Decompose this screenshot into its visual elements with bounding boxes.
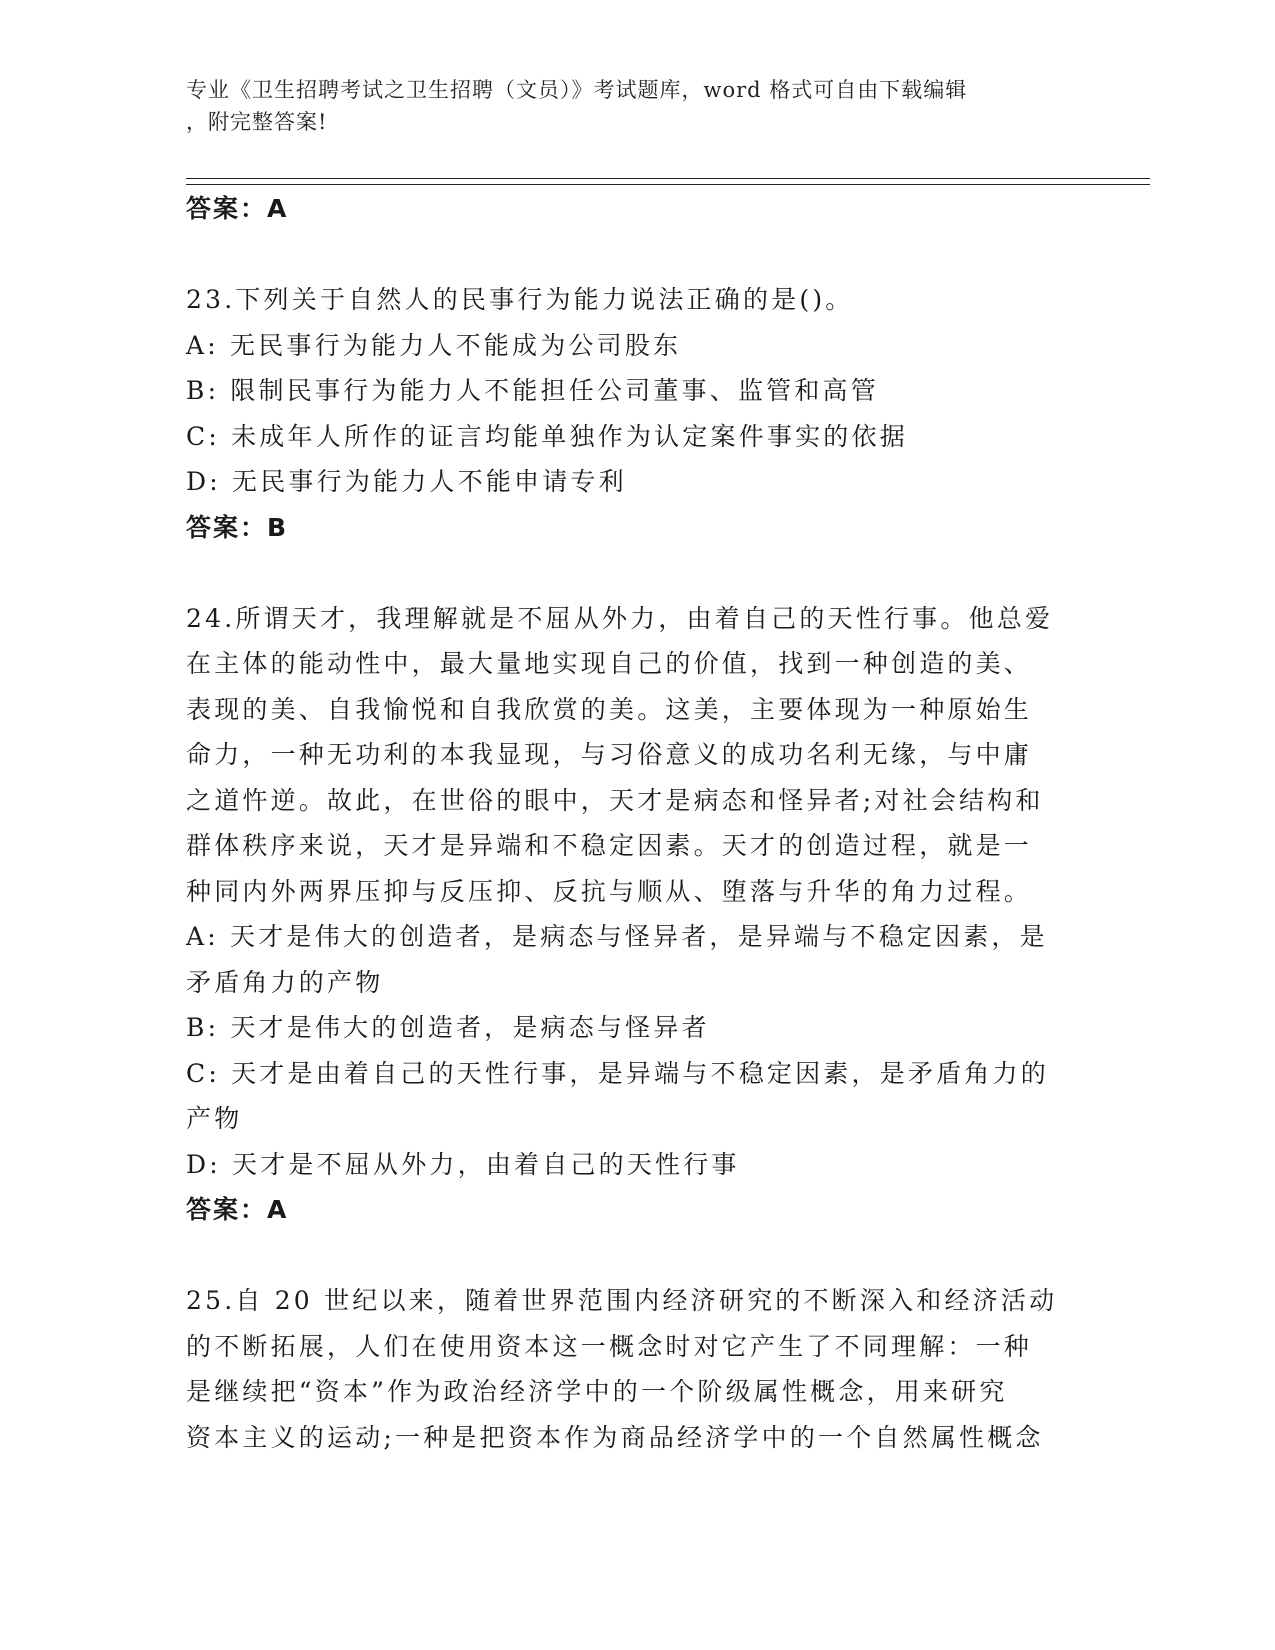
option-d: D: 天才是不屈从外力，由着自己的天性行事 [186,1149,740,1179]
question-stem-line: 在主体的能动性中，最大量地实现自己的价值，找到一种创造的美、 [186,649,1033,678]
question-stem-line: 25.自 20 世纪以来，随着世界范围内经济研究的不断深入和经济活动 [186,1286,1058,1315]
option-c: C: 未成年人所作的证言均能单独作为认定案件事实的依据 [186,421,908,451]
spacer [186,1233,1086,1279]
option-a: A: 无民事行为能力人不能成为公司股东 [186,330,682,360]
question-stem-line: 命力，一种无功利的本我显现，与习俗意义的成功名利无缘，与中庸 [186,740,1033,769]
question-stem-line: 群体秩序来说，天才是异端和不稳定因素。天才的创造过程，就是一 [186,831,1033,860]
question-stem-line: 资本主义的运动;一种是把资本作为商品经济学中的一个自然属性概念 [186,1422,1044,1452]
question-stem: 23.下列关于自然人的民事行为能力说法正确的是()。 [186,285,854,314]
spacer [186,550,1086,596]
exam-content [186,186,1086,1460]
question-stem-line: 表现的美、自我愉悦和自我欣赏的美。这美，主要体现为一种原始生 [186,694,1033,724]
header-divider-bottom [186,184,1150,185]
option-b: B: 天才是伟大的创造者，是病态与怪异者 [186,1013,710,1042]
answer-24: 答案：A [186,1195,289,1224]
option-d: D: 无民事行为能力人不能申请专利 [186,467,627,496]
option-b: B: 限制民事行为能力人不能担任公司董事、监管和高管 [186,376,879,405]
question-stem-line: 是继续把“资本”作为政治经济学中的一个阶级属性概念，用来研究 [186,1377,1008,1406]
page-header [186,74,1086,138]
question-25 [186,1278,1086,1460]
question-stem-line: 24.所谓天才，我理解就是不屈从外力，由着自己的天性行事。他总爱 [186,603,1054,633]
question-24 [186,596,1086,1233]
question-stem-line: 种同内外两界压抑与反压抑、反抗与顺从、堕落与升华的角力过程。 [186,876,1033,906]
option-c-line: 产物 [186,1104,243,1133]
question-23 [186,277,1086,550]
spacer [186,232,1086,278]
header-line-1: 专业《卫生招聘考试之卫生招聘（文员）》考试题库，word 格式可自由下载编辑 [186,78,968,102]
option-a-line: 矛盾角力的产物 [186,967,384,997]
header-line-2: ，附完整答案! [186,110,328,134]
question-stem-line: 的不断拓展，人们在使用资本这一概念时对它产生了不同理解：一种 [186,1331,1033,1361]
answer-22: 答案：A [186,194,289,223]
option-c-line: C: 天才是由着自己的天性行事，是异端与不稳定因素，是矛盾角力的 [186,1058,1049,1088]
answer-23: 答案：B [186,512,289,542]
header-divider-top [186,178,1150,179]
option-a-line: A: 天才是伟大的创造者，是病态与怪异者，是异端与不稳定因素，是 [186,922,1048,951]
question-stem-line: 之道忤逆。故此，在世俗的眼中，天才是病态和怪异者;对社会结构和 [186,785,1044,815]
